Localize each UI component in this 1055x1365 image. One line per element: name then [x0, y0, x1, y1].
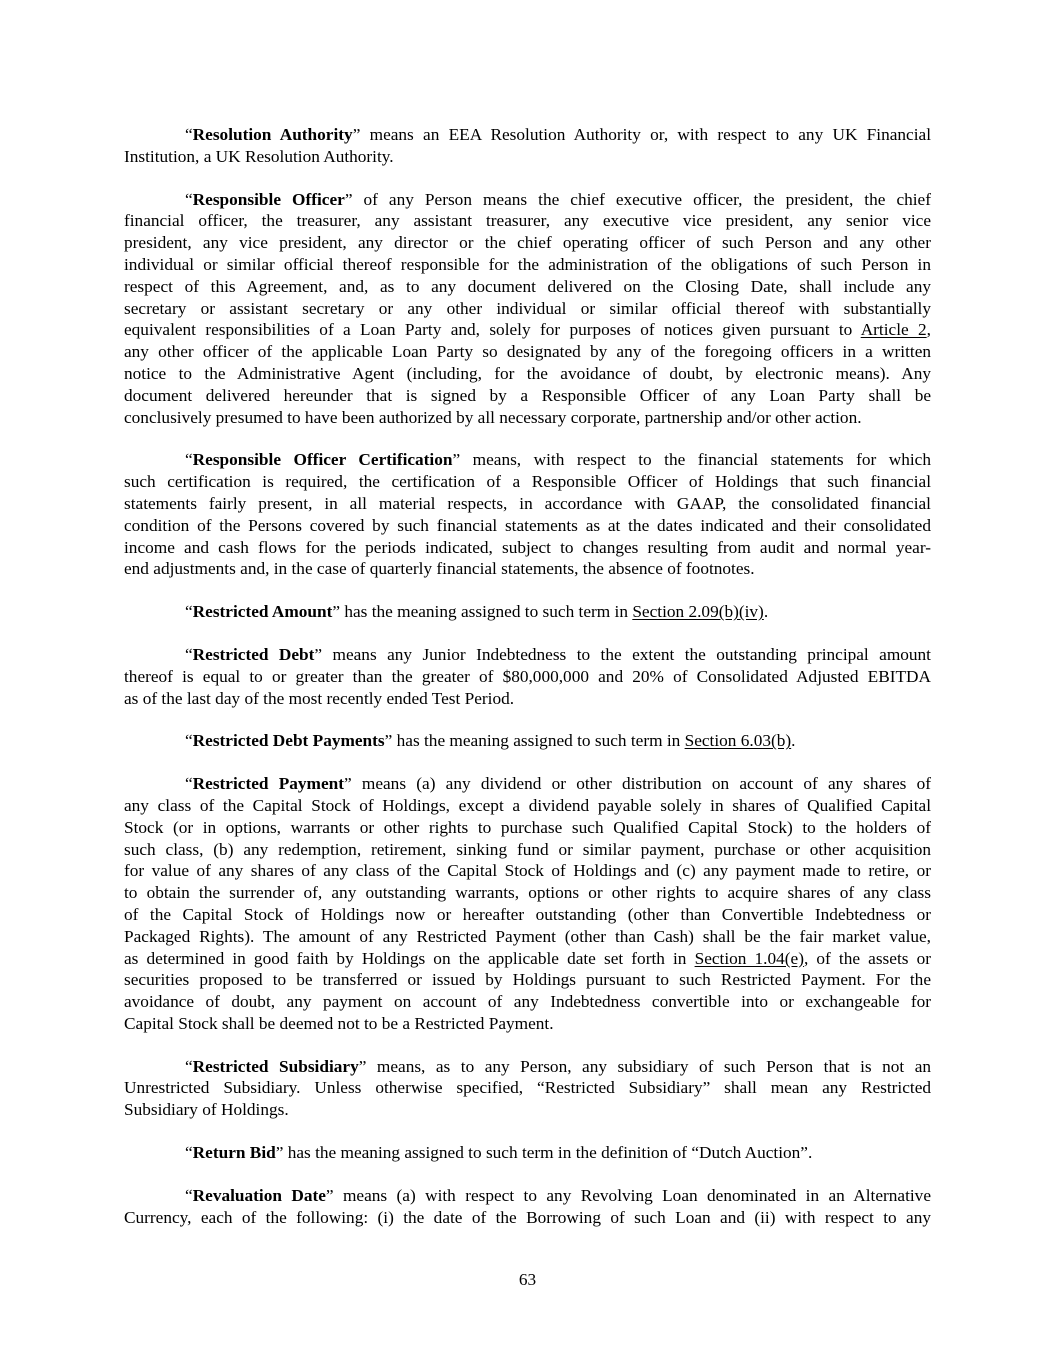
defined-term: Resolution Authority	[192, 125, 353, 144]
definition-resolution-authority: “Resolution Authority” means an EEA Resolution Authority or, with respect to any UK Financial Institution, a UK Resolution Authority.	[124, 125, 931, 166]
defined-term: Revaluation Date	[192, 1185, 326, 1205]
defined-term: Restricted Debt	[192, 644, 315, 664]
defined-term: Responsible Officer Certification	[192, 450, 453, 470]
definition-restricted-amount: “Restricted Amount” has the meaning assigned to such term in Section 2.09(b)(iv).	[185, 602, 769, 622]
definition-responsible-officer: “Responsible Officer” of any Person means the chief executive officer, the president, the chief financial officer, the treasurer, any assistant treasurer, any executive vice president, any senior vice president, any vice president, any director or the chief operating officer of such Person and any other individual or similar official thereof responsible for the administration of the obligations of such Person in respect of this Agreement, and, as to any document delivered on the Closing Date, shall include any secretary or assistant secretary or any other individual or similar official thereof with substantially equivalent responsibilities of a Loan Party and, solely for purposes of notices given pursuant to Article 2, any other officer of the applicable Loan Party so designated by any of the foregoing officers in a written notice to the Administrative Agent (including, for the avoidance of doubt, by electronic means). Any document delivered hereunder that is signed by a Responsible Officer of any Loan Party shall be conclusively presumed to have been authorized by all necessary corporate, partnership and/or other action.	[124, 189, 931, 427]
defined-term: Restricted Amount	[192, 602, 333, 622]
defined-term: Restricted Payment	[192, 774, 344, 794]
cross-reference-link[interactable]: Section 1.04(e)	[694, 948, 804, 968]
definition-revaluation-date: “Revaluation Date” means (a) with respect to any Revolving Loan denominated in an Alternative Currency, each of the following: (i) the date of the Borrowing of such Loan and (ii) with respect to any	[124, 1185, 931, 1227]
cross-reference-link[interactable]: Section 2.09(b)(iv)	[632, 602, 764, 622]
defined-term: Restricted Debt Payments	[192, 731, 385, 751]
definition-return-bid: “Return Bid” has the meaning assigned to such term in the definition of “Dutch Auction”.	[185, 1143, 813, 1163]
defined-term: Return Bid	[192, 1143, 276, 1163]
defined-term: Restricted Subsidiary	[192, 1056, 359, 1076]
defined-term: Responsible Officer	[192, 189, 345, 209]
page-number: 63	[518, 1270, 537, 1289]
definition-restricted-debt: “Restricted Debt” means any Junior Indebtedness to the extent the outstanding principal amount thereof is equal to or greater than the greater of $80,000,000 and 20% of Consolidated Adjusted EBITDA as of the last day of the most recently ended Test Period.	[124, 644, 931, 708]
cross-reference-link[interactable]: Article 2	[860, 320, 927, 340]
document-page	[124, 124, 931, 1249]
cross-reference-link[interactable]: Section 6.03(b)	[684, 731, 792, 751]
definition-restricted-payment: “Restricted Payment” means (a) any dividend or other distribution on account of any shares of any class of the Capital Stock of Holdings, except a dividend payable solely in shares of Qualified Capital Stock (or in options, warrants or other rights to purchase such Qualified Capital Stock) to the holders of such class, (b) any redemption, retirement, sinking fund or similar payment, purchase or other acquisition for value of any shares of any class of the Capital Stock of Holdings and (c) any payment made to retire, or to obtain the surrender of, any outstanding warrants, options or other rights to acquire shares of any class of the Capital Stock of Holdings now or hereafter outstanding (other than Convertible Indebtedness or Packaged Rights). The amount of any Restricted Payment (other than Cash) shall be the fair market value, as determined in good faith by Holdings on the applicable date set forth in Section 1.04(e), of the assets or securities proposed to be transferred or issued by Holdings pursuant to such Restricted Payment. For the avoidance of doubt, any payment on account of any Indebtedness convertible into or exchangeable for Capital Stock shall be deemed not to be a Restricted Payment.	[124, 774, 931, 1033]
definition-restricted-debt-payments: “Restricted Debt Payments” has the meaning assigned to such term in Section 6.03(b).	[185, 731, 796, 751]
definition-responsible-officer-certification: “Responsible Officer Certification” means, with respect to the financial statements for which such certification is required, the certification of a Responsible Officer of Holdings that such financial statements fairly present, in all material respects, in accordance with GAAP, the consolidated financial condition of the Persons covered by such financial statements as at the dates indicated and their consolidated income and cash flows for the periods indicated, subject to changes resulting from audit and normal year- end adjustments and, in the case of quarterly financial statements, the absence of footnotes.	[124, 450, 931, 579]
definition-restricted-subsidiary: “Restricted Subsidiary” means, as to any Person, any subsidiary of such Person that is not an Unrestricted Subsidiary. Unless otherwise specified, “Restricted Subsidiary” shall mean any Restricted Subsidiary of Holdings.	[124, 1056, 931, 1120]
